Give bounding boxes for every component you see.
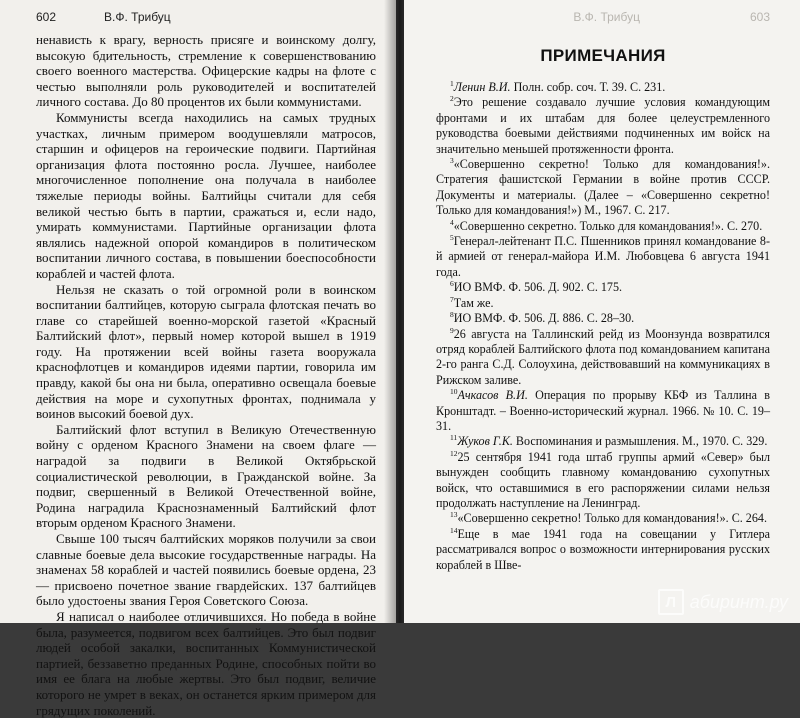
- running-head-left: [36, 10, 376, 24]
- running-head-author: В.Ф. Трибуц: [573, 10, 640, 24]
- note-item: [436, 234, 770, 280]
- note-number: 3: [450, 156, 454, 166]
- note-item: [436, 80, 770, 95]
- note-item: [436, 450, 770, 512]
- note-number: 7: [450, 294, 454, 304]
- note-item: [436, 219, 770, 234]
- left-page: [0, 0, 396, 718]
- note-item: [436, 157, 770, 219]
- note-number: 14: [450, 525, 458, 535]
- note-number: 10: [450, 387, 458, 397]
- paragraph: Коммунисты всегда находились на самых трудных участках, личным примером воодушевляли матросов, старшин и офицеров на героические подвиги. Партийная организация флота постоянно росла. Лучшее, наиболее многочисленное пополнение она получала в наиболее тяжелые периоды войны. Балтийцы считали для себя великой честью быть в партии, сражаться и, если надо, умирать коммунистами. Партийные организации флота являлись надежной опорой командиров в политическом воспитании личного состава, в повышении боеспособности кораблей и частей флота.: [36, 109, 376, 281]
- note-item: [436, 388, 770, 434]
- note-author: Ленин В.И.: [453, 80, 511, 94]
- running-head-author: В.Ф. Трибуц: [104, 10, 171, 24]
- note-number: 12: [450, 448, 458, 458]
- note-item: [436, 95, 770, 157]
- note-number: 11: [450, 433, 458, 443]
- note-number: 4: [450, 217, 454, 227]
- note-item: [436, 511, 770, 526]
- note-author: Ачкасов В.И.: [457, 388, 528, 403]
- paragraph: Балтийский флот вступил в Великую Отечественную войну с орденом Красного Знамени на своем флаге — наградой за подвиги в Великой Октябрьской социалистической революции, в Гражданской войне. За подвиг, свершенный в Великой Отечественной войне, Родина наградила Краснознаменный Балтийский флот вторым орденом Красного Знамени.: [36, 421, 376, 531]
- note-item: [436, 527, 770, 573]
- page-number: 602: [36, 10, 57, 24]
- note-text: «Совершенно секретно. Только для командования!». С. 270.: [453, 218, 763, 233]
- note-text: Операция по прорыву КБФ из Таллина в Кронштадт. – Военно-исторический журнал. 1966. № 10. С. 19–31.: [436, 388, 770, 433]
- note-item: [436, 327, 770, 389]
- paragraph: Я написал о наиболее отличившихся. Но победа в войне была, разумеется, подвигом всех балтийцев. Это был подвиг людей особой закалки, воспитанных Коммунистической партией, беззаветно преданных Родине, способных пойти во имя ее блага на любые жертвы. Это был подвиг, величие которого не умрет в веках, он останется ярким примером для грядущих поколений.: [36, 608, 376, 718]
- note-text: 25 сентября 1941 года штаб группы армий «Север» был вынужден сообщить главному командованию сухопутных войск, что оставшимися в его распоряжении силами нельзя продолжать наступление на Ленинград.: [436, 449, 770, 510]
- note-author: Жуков Г.К.: [457, 434, 513, 449]
- note-number: 2: [450, 94, 454, 104]
- note-item: [436, 311, 770, 326]
- labirint-logo-icon: Л: [658, 589, 684, 615]
- notes-list: [436, 80, 770, 573]
- note-text: Еще в мае 1941 года на совещании у Гитлера рассматривался вопрос о возможности интернирования русских кораблей в Шве-: [436, 526, 770, 572]
- note-text: «Совершенно секретно! Только для командования!». Стратегия фашистской Германии в войне против СССР. Документы и материалы. (Далее – «Совершенно секретно! Только для командования!») М., 1967. С. 217.: [436, 157, 770, 218]
- page-number: 603: [749, 10, 770, 24]
- note-number: 13: [450, 510, 458, 520]
- note-item: [436, 296, 770, 311]
- note-text: Это решение создавало лучшие условия командующим фронтами и их штабам для более целеустремленного руководства боевыми действиями подчиненных им войск на значительно меньшей протяженности фронта.: [436, 95, 770, 156]
- note-number: 9: [450, 325, 454, 335]
- paragraph: Нельзя не сказать о той огромной роли в воинском воспитании балтийцев, которую сыграла флотская печать во главе со старейшей военно-морской газетой «Красный Балтийский флот», первый номер которой вышел в 1919 году. На протяжении всей войны газета вооружала краснофлотцев и командиров идеями партии, говорила им правду, какой бы она ни была, оперативно освещала боевые действия на море и сухопутных фронтах, поднимала у воинов высокий боевой дух.: [36, 281, 376, 422]
- notes-heading: ПРИМЕЧАНИЯ: [540, 46, 666, 65]
- note-text: 26 августа на Таллинский рейд из Моонзунда возвратился отряд кораблей Балтийского флота под командованием капитана 2-го ранга С.Д. Солоухина, действовавший на коммуникациях в Рижском заливе.: [436, 326, 770, 387]
- watermark-text: абиринт.ру: [689, 591, 788, 612]
- note-item: [436, 434, 770, 449]
- note-text: «Совершенно секретно! Только для командования!». С. 264.: [457, 511, 767, 526]
- paragraph: Свыше 100 тысяч балтийских моряков получили за свои славные боевые дела высокие государственные награды. На знаменах 58 кораблей и частей появились боевые ордена, 23 — присвоено почетное звание гвардейских. 137 балтийцев было удостоены звания Героя Советского Союза.: [36, 531, 376, 609]
- note-text: Полн. собр. соч. Т. 39. С. 231.: [510, 80, 666, 94]
- note-number: 8: [450, 310, 454, 320]
- labirint-watermark: [658, 589, 788, 615]
- body-text: [36, 32, 376, 718]
- note-number: 5: [450, 233, 454, 243]
- note-text: Воспоминания и размышления. М., 1970. С. 329.: [512, 434, 768, 449]
- right-page: [404, 0, 800, 623]
- note-text: Генерал-лейтенант П.С. Пшенников принял командование 8-й армией от генерал-майора И.М. Любовцева 6 августа 1941 года.: [436, 234, 770, 279]
- paragraph: ненависть к врагу, верность присяге и воинскому долгу, высокую бдительность, стремление к совершенствованию своего военного мастерства. Офицерские кадры на флоте с честью выполняли роль руководителей и воспитателей личного состава. До 80 процентов их были коммунистами.: [36, 32, 376, 110]
- note-item: [436, 280, 770, 295]
- note-text: ИО ВМФ. Ф. 506. Д. 886. С. 28–30.: [453, 311, 635, 326]
- note-text: ИО ВМФ. Ф. 506. Д. 902. С. 175.: [453, 280, 623, 295]
- running-head-right: [436, 10, 770, 24]
- note-number: 6: [450, 279, 454, 289]
- note-text: Там же.: [453, 295, 494, 310]
- note-number: 1: [450, 79, 454, 88]
